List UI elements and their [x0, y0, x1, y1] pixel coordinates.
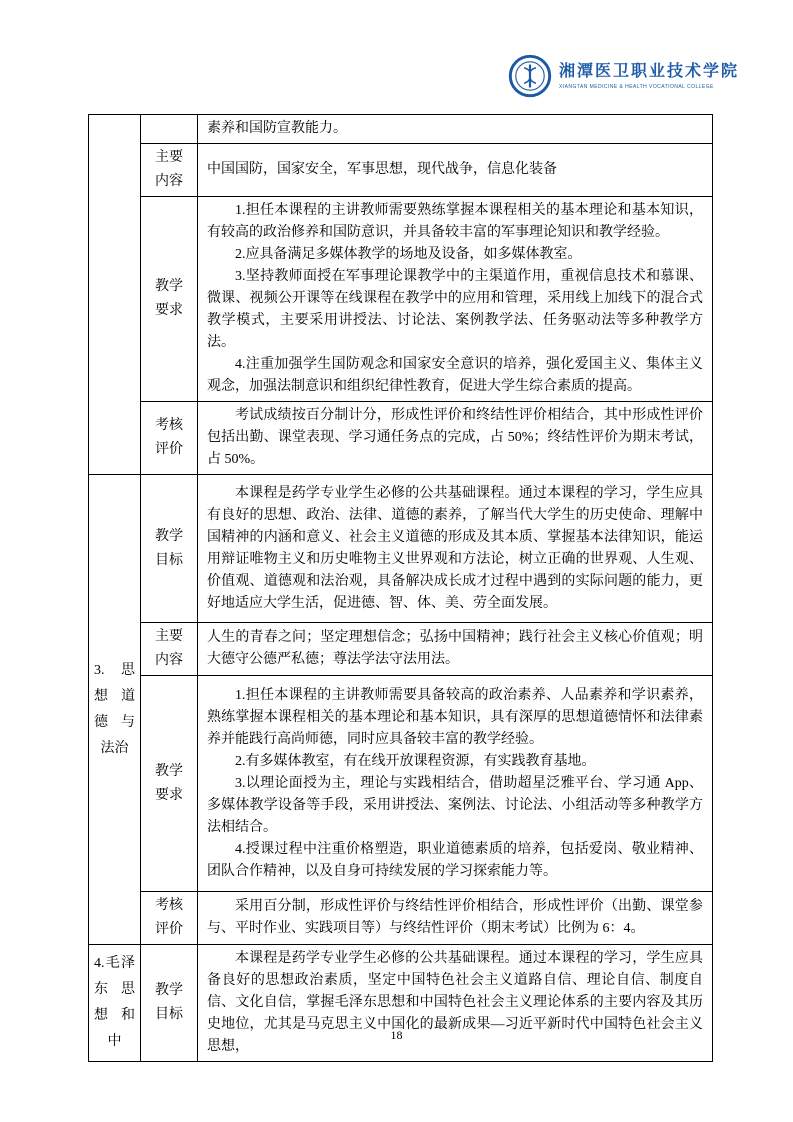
- paragraph: 采用百分制，形成性评价与终结性评价相结合，形成性评价（出勤、课堂参与、平时作业、实践项目等）与终结性评价（期末考试）比例为 6：4。: [207, 899, 703, 936]
- paragraph: 1.担任本课程的主讲教师需要熟练掌握本课程相关的基本理论和基本知识，有较高的政治修养和国防意识，并具备较丰富的军事理论知识和教学经验。: [207, 203, 703, 240]
- row-content: [198, 402, 713, 475]
- college-name-block: [559, 62, 739, 90]
- table-row: [89, 676, 713, 892]
- row-content: [198, 623, 713, 676]
- row-content: [198, 676, 713, 892]
- paragraph: 考试成绩按百分制计分，形成性评价和终结性评价相结合，其中形成性评价包括出勤、课堂表现、学习通任务点的完成，占 50%；终结性评价为期末考试，占 50%。: [207, 408, 703, 467]
- row-label-empty: [141, 115, 198, 144]
- page-number: 18: [390, 1028, 403, 1042]
- row-content: [198, 115, 713, 144]
- row-label-assessment: 考核评价: [141, 402, 198, 475]
- row-label-main-content: 主要内容: [141, 623, 198, 676]
- paragraph: 3.以理论面授为主，理论与实践相结合，借助超星泛雅平台、学习通 App、多媒体教学设备等手段，采用讲授法、案例法、讨论法、小组活动等多种教学方法相结合。: [207, 775, 703, 835]
- table-row: [89, 945, 713, 1062]
- row-label-teaching-goal: 教学目标: [141, 475, 198, 623]
- row-label-teaching-requirements: 教学要求: [141, 676, 198, 892]
- paragraph: 2.有多媒体教室，有在线开放课程资源，有实践教育基地。: [235, 753, 596, 769]
- paragraph: 4.注重加强学生国防观念和国家安全意识的培养，强化爱国主义、集体主义观念，加强法制意识和组织纪律性教育，促进大学生综合素质的提高。: [207, 357, 703, 394]
- table-row: [89, 144, 713, 197]
- course-label-cell: 3. 思想道德与法治: [89, 475, 141, 945]
- paragraph: 中国国防，国家安全，军事思想，现代战争，信息化装备: [207, 162, 557, 177]
- row-label-main-content: 主要内容: [141, 144, 198, 197]
- row-content: [198, 892, 713, 945]
- row-content: [198, 945, 713, 1062]
- row-label-assessment: 考核评价: [141, 892, 198, 945]
- table-row: [89, 892, 713, 945]
- row-content: [198, 197, 713, 402]
- paragraph: 3.坚持教师面授在军事理论课教学中的主渠道作用，重视信息技术和慕课、微课、视频公开课等在线课程在教学中的应用和管理，采用线上加线下的混合式教学模式，主要采用讲授法、讨论法、案例教学法、任务驱动法等多种教学方法。: [207, 269, 703, 350]
- college-emblem-icon: [508, 54, 552, 98]
- course-label-cell: 4.毛泽东思想和中: [89, 945, 141, 1062]
- row-content: [198, 144, 713, 197]
- college-name-zh: 湘潭医卫职业技术学院: [559, 63, 740, 80]
- paragraph: 人生的青春之问；坚定理想信念；弘扬中国精神；践行社会主义核心价值观；明大德守公德严私德；尊法学法守法用法。: [207, 630, 703, 667]
- paragraph: 1.担任本课程的主讲教师需要具备较高的政治素养、人品素养和学识素养，熟练掌握本课程相关的基本理论和基本知识，具有深厚的思想道德情怀和法律素养并能践行高尚师德，同时应具备较丰富的教学经验。: [207, 687, 703, 747]
- table-row: [89, 475, 713, 623]
- college-logo: [508, 54, 739, 98]
- table-row: [89, 402, 713, 475]
- college-name-en: XIANGTAN MEDICINE & HEALTH VOCATIONAL COLLEGE: [559, 84, 714, 90]
- paragraph: 素养和国防宣教能力。: [207, 121, 347, 136]
- row-content: [198, 475, 713, 623]
- table-row: [89, 115, 713, 144]
- row-label-teaching-requirements: 教学要求: [141, 197, 198, 402]
- row-label-teaching-goal: 教学目标: [141, 945, 198, 1062]
- syllabus-table: [88, 114, 713, 1062]
- table-row: [89, 197, 713, 402]
- paragraph: 本课程是药学专业学生必修的公共基础课程。通过本课程的学习，学生应具备良好的思想政治素质，坚定中国特色社会主义道路自信、理论自信、制度自信、文化自信，掌握毛泽东思想和中国特色社会主义理论体系的主要内容及其历史地位，尤其是马克思主义中国化的最新成果—习近平新时代中国特色社会主义思想，: [207, 951, 703, 1054]
- paragraph: 4.授课过程中注重价格塑造，职业道德素质的培养，包括爱岗、敬业精神、团队合作精神，以及自身可持续发展的学习探索能力等。: [207, 841, 703, 879]
- paragraph: 本课程是药学专业学生必修的公共基础课程。通过本课程的学习，学生应具有良好的思想、政治、法律、道德的素养，了解当代大学生的历史使命、理解中国精神的内涵和意义、社会主义道德的形成及其本质、掌握基本法律知识，能运用辩证唯物主义和历史唯物主义世界观和方法论，树立正确的世界观、人生观、价值观、道德观和法治观，具备解决成长成才过程中遇到的实际问题的能力，更好地适应大学生活，促进德、智、体、美、劳全面发展。: [207, 485, 703, 611]
- course-label-cell: [89, 115, 141, 475]
- table-row: [89, 623, 713, 676]
- paragraph: 2.应具备满足多媒体教学的场地及设备，如多媒体教室。: [235, 247, 582, 262]
